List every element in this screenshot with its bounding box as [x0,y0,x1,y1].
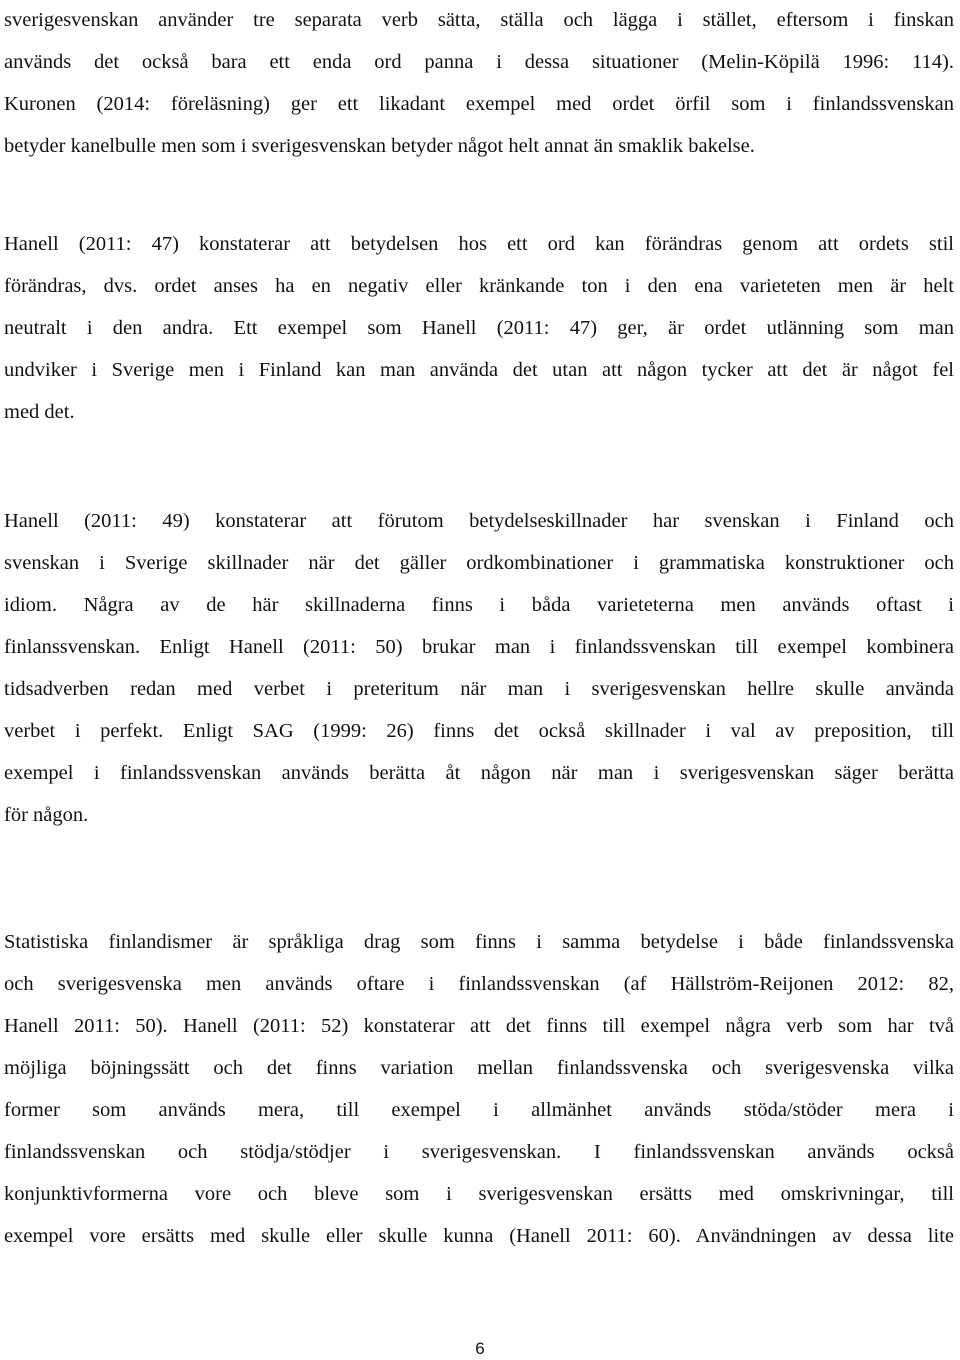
paragraph-3 [4,500,954,836]
text-line: svenskan i Sverige skillnader när det gäller ordkombinationer i grammatiska konstruktioner och [4,552,954,574]
text-line: exempel i finlandssvenskan används berätta åt någon när man i sverigesvenskan säger berätta [4,762,954,784]
text-line: och sverigesvenska men används oftare i finlandssvenskan (af Hällström-Reijonen 2012: 82, [4,973,954,995]
text-line: verbet i perfekt. Enligt SAG (1999: 26) finns det också skillnader i val av preposition, till [4,720,954,742]
text-line: finlanssvenskan. Enligt Hanell (2011: 50) brukar man i finlandssvenskan till exempel kombinera [4,636,954,658]
text-line: Hanell (2011: 49) konstaterar att förutom betydelseskillnader har svenskan i Finland och [4,510,954,532]
text-line: finlandssvenskan och stödja/stödjer i sverigesvenskan. I finlandssvenskan används också [4,1141,954,1163]
text-line: sverigesvenskan använder tre separata verb sätta, ställa och lägga i stället, eftersom i finskan [4,9,954,31]
text-line: för någon. [4,804,89,826]
text-line: möjliga böjningssätt och det finns variation mellan finlandssvenska och sverigesvenska vilka [4,1057,954,1079]
paragraph-2 [4,223,954,433]
text-line: Kuronen (2014: föreläsning) ger ett likadant exempel med ordet örfil som i finlandssvenskan [4,93,954,115]
text-line: Hanell 2011: 50). Hanell (2011: 52) konstaterar att det finns till exempel några verb som har två [4,1015,954,1037]
text-line: neutralt i den andra. Ett exempel som Hanell (2011: 47) ger, är ordet utlänning som man [4,317,954,339]
text-line: betyder kanelbulle men som i sverigesvenskan betyder något helt annat än smaklik bakelse. [4,135,755,157]
paragraph-1 [4,0,954,167]
text-line: tidsadverben redan med verbet i preteritum när man i sverigesvenskan hellre skulle använda [4,678,954,700]
text-line: används det också bara ett enda ord panna i dessa situationer (Melin-Köpilä 1996: 114). [4,51,954,73]
text-line: med det. [4,401,75,423]
text-line: Statistiska finlandismer är språkliga drag som finns i samma betydelse i både finlandssvenska [4,931,954,953]
text-line: undviker i Sverige men i Finland kan man använda det utan att någon tycker att det är något fel [4,359,954,381]
text-line: förändras, dvs. ordet anses ha en negativ eller kränkande ton i den ena varieteten men är helt [4,275,954,297]
text-line: exempel vore ersätts med skulle eller skulle kunna (Hanell 2011: 60). Användningen av dessa lite [4,1225,954,1247]
text-line: Hanell (2011: 47) konstaterar att betydelsen hos ett ord kan förändras genom att ordets stil [4,233,954,255]
text-line: idiom. Några av de här skillnaderna finns i båda varieteterna men används oftast i [4,594,954,616]
text-line: konjunktivformerna vore och bleve som i sverigesvenskan ersätts med omskrivningar, till [4,1183,954,1205]
paragraph-4 [4,921,954,1257]
page-number: 6 [475,1339,485,1358]
text-line: former som används mera, till exempel i allmänhet används stöda/stöder mera i [4,1099,954,1121]
